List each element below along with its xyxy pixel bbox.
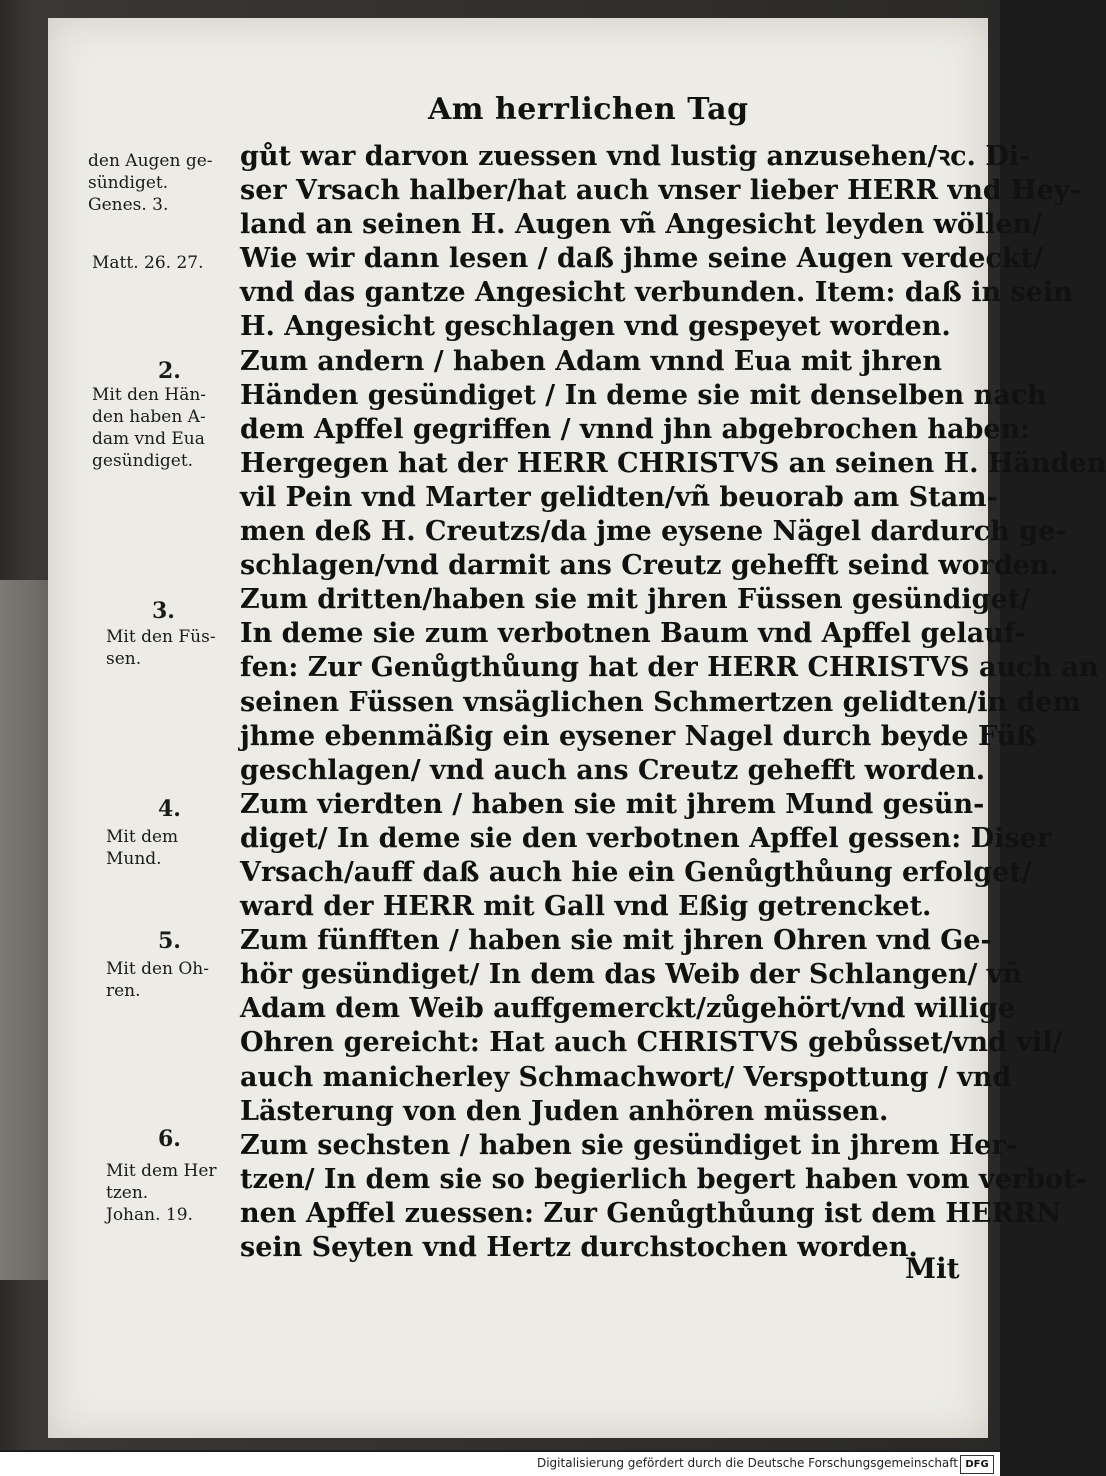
margin-note-heart [106,1160,217,1226]
margin-note-feet [106,626,216,670]
margin-line: Matt. 26. 27. [92,253,204,273]
margin-line: Johan. 19. [106,1205,193,1225]
dfg-logo: DFG [960,1455,994,1474]
margin-line: den haben A- [92,407,206,427]
main-text-block [240,140,1106,1265]
text-line: fen: Zur Genůgthůung hat der HERR CHRISTVS auch an [240,652,1099,684]
text-line: Vrsach/auff daß auch hie ein Genůgthůung erfolget/ [240,856,1032,888]
text-line: Zum vierdten / haben sie mit jhrem Mund gesün- [240,788,985,820]
text-line: schlagen/vnd darmit ans Creutz gehefft seind worden. [240,550,1059,582]
margin-note-mouth [106,826,178,870]
margin-note-matthew [92,252,204,274]
margin-line: Mit den Oh- [106,959,210,979]
footer-credit: Digitalisierung gefördert durch die Deutsche Forschungsgemeinschaft [536,1456,958,1470]
text-line: Ohren gereicht: Hat auch CHRISTVS gebůsset/vnd vil/ [240,1027,1063,1059]
text-line: vil Pein vnd Marter gelidten/vñ beuorab am Stam- [240,481,998,513]
margin-number: 4. [158,796,181,822]
margin-note-eyes [88,150,213,216]
text-line: H. Angesicht geschlagen vnd gespeyet worden. [240,311,951,343]
text-line: ser Vrsach halber/hat auch vnser lieber HERR vnd Hey- [240,175,1081,207]
text-line: Hergegen hat der HERR CHRISTVS an seinen H. Händen [240,447,1106,479]
text-line: In deme sie zum verbotnen Baum vnd Apffel gelauf- [240,618,1026,650]
margin-number: 3. [152,598,175,624]
margin-line: tzen. [106,1183,149,1203]
margin-line: sen. [106,649,142,669]
margin-line: Mit den Füs- [106,627,216,647]
text-line: Zum dritten/haben sie mit jhren Füssen gesündiget/ [240,584,1031,616]
text-line: hör gesündiget/ In dem das Weib der Schlangen/ vñ [240,959,1023,991]
catchword: Mit [905,1252,960,1285]
margin-line: Mit den Hän- [92,385,207,405]
margin-note-hands [92,384,206,472]
margin-number: 2. [158,358,181,384]
margin-line: Mund. [106,849,162,869]
text-line: geschlagen/ vnd auch ans Creutz gehefft worden. [240,754,986,786]
text-line: Adam dem Weib auffgemerckt/zůgehört/vnd willige [240,993,1016,1025]
text-line: tzen/ In dem sie so begierlich begert haben vom verbot- [240,1163,1087,1195]
text-line: auch manicherley Schmachwort/ Verspottung / vnd [240,1061,1012,1093]
text-line: vnd das gantze Angesicht verbunden. Item: daß in sein [240,277,1073,309]
margin-number: 6. [158,1126,181,1152]
text-line: Wie wir dann lesen / daß jhme seine Augen verdeckt/ [240,243,1043,275]
margin-line: Mit dem Her [106,1161,217,1181]
text-line: Zum sechsten / haben sie gesündiget in jhrem Her- [240,1129,1017,1161]
text-line: gůt war darvon zuessen vnd lustig anzusehen/ꝛc. Di- [240,141,1031,172]
footer-bar [0,1452,1000,1476]
text-line: Lästerung von den Juden anhören müssen. [240,1095,889,1127]
margin-line: dam vnd Eua [92,429,205,449]
text-line: men deß H. Creutzs/da jme eysene Nägel dardurch ge- [240,516,1067,548]
margin-note-ears [106,958,209,1002]
margin-line: den Augen ge- [88,151,213,171]
text-line: nen Apffel zuessen: Zur Genůgthůung ist dem HERRN [240,1197,1061,1229]
margin-line: sündiget. [88,173,169,193]
margin-number: 5. [158,928,181,954]
margin-line: Genes. 3. [88,195,169,215]
margin-line: Mit dem [106,827,179,847]
text-line: Zum fünfften / haben sie mit jhren Ohren vnd Ge- [240,925,992,957]
text-line: sein Seyten vnd Hertz durchstochen worden. [240,1232,918,1263]
text-line: seinen Füssen vnsäglichen Schmertzen gelidten/in dem [240,686,1082,718]
running-head: Am herrlichen Tag [428,92,749,127]
text-line: dem Apffel gegriffen / vnnd jhn abgebrochen haben: [240,413,1031,445]
text-line: land an seinen H. Augen vñ Angesicht leyden wöllen/ [240,209,1043,241]
text-line: Zum andern / haben Adam vnnd Eua mit jhren [240,345,942,377]
margin-line: ren. [106,981,141,1001]
text-line: diget/ In deme sie den verbotnen Apffel gessen: Diser [240,822,1051,854]
margin-line: gesündiget. [92,451,194,471]
text-line: ward der HERR mit Gall vnd Eßig getrencket. [240,891,932,923]
text-line: jhme ebenmäßig ein eysener Nagel durch beyde Füß [240,720,1037,752]
adjacent-page-edge [0,580,48,1280]
text-line: Händen gesündiget / In deme sie mit denselben nach [240,379,1047,411]
